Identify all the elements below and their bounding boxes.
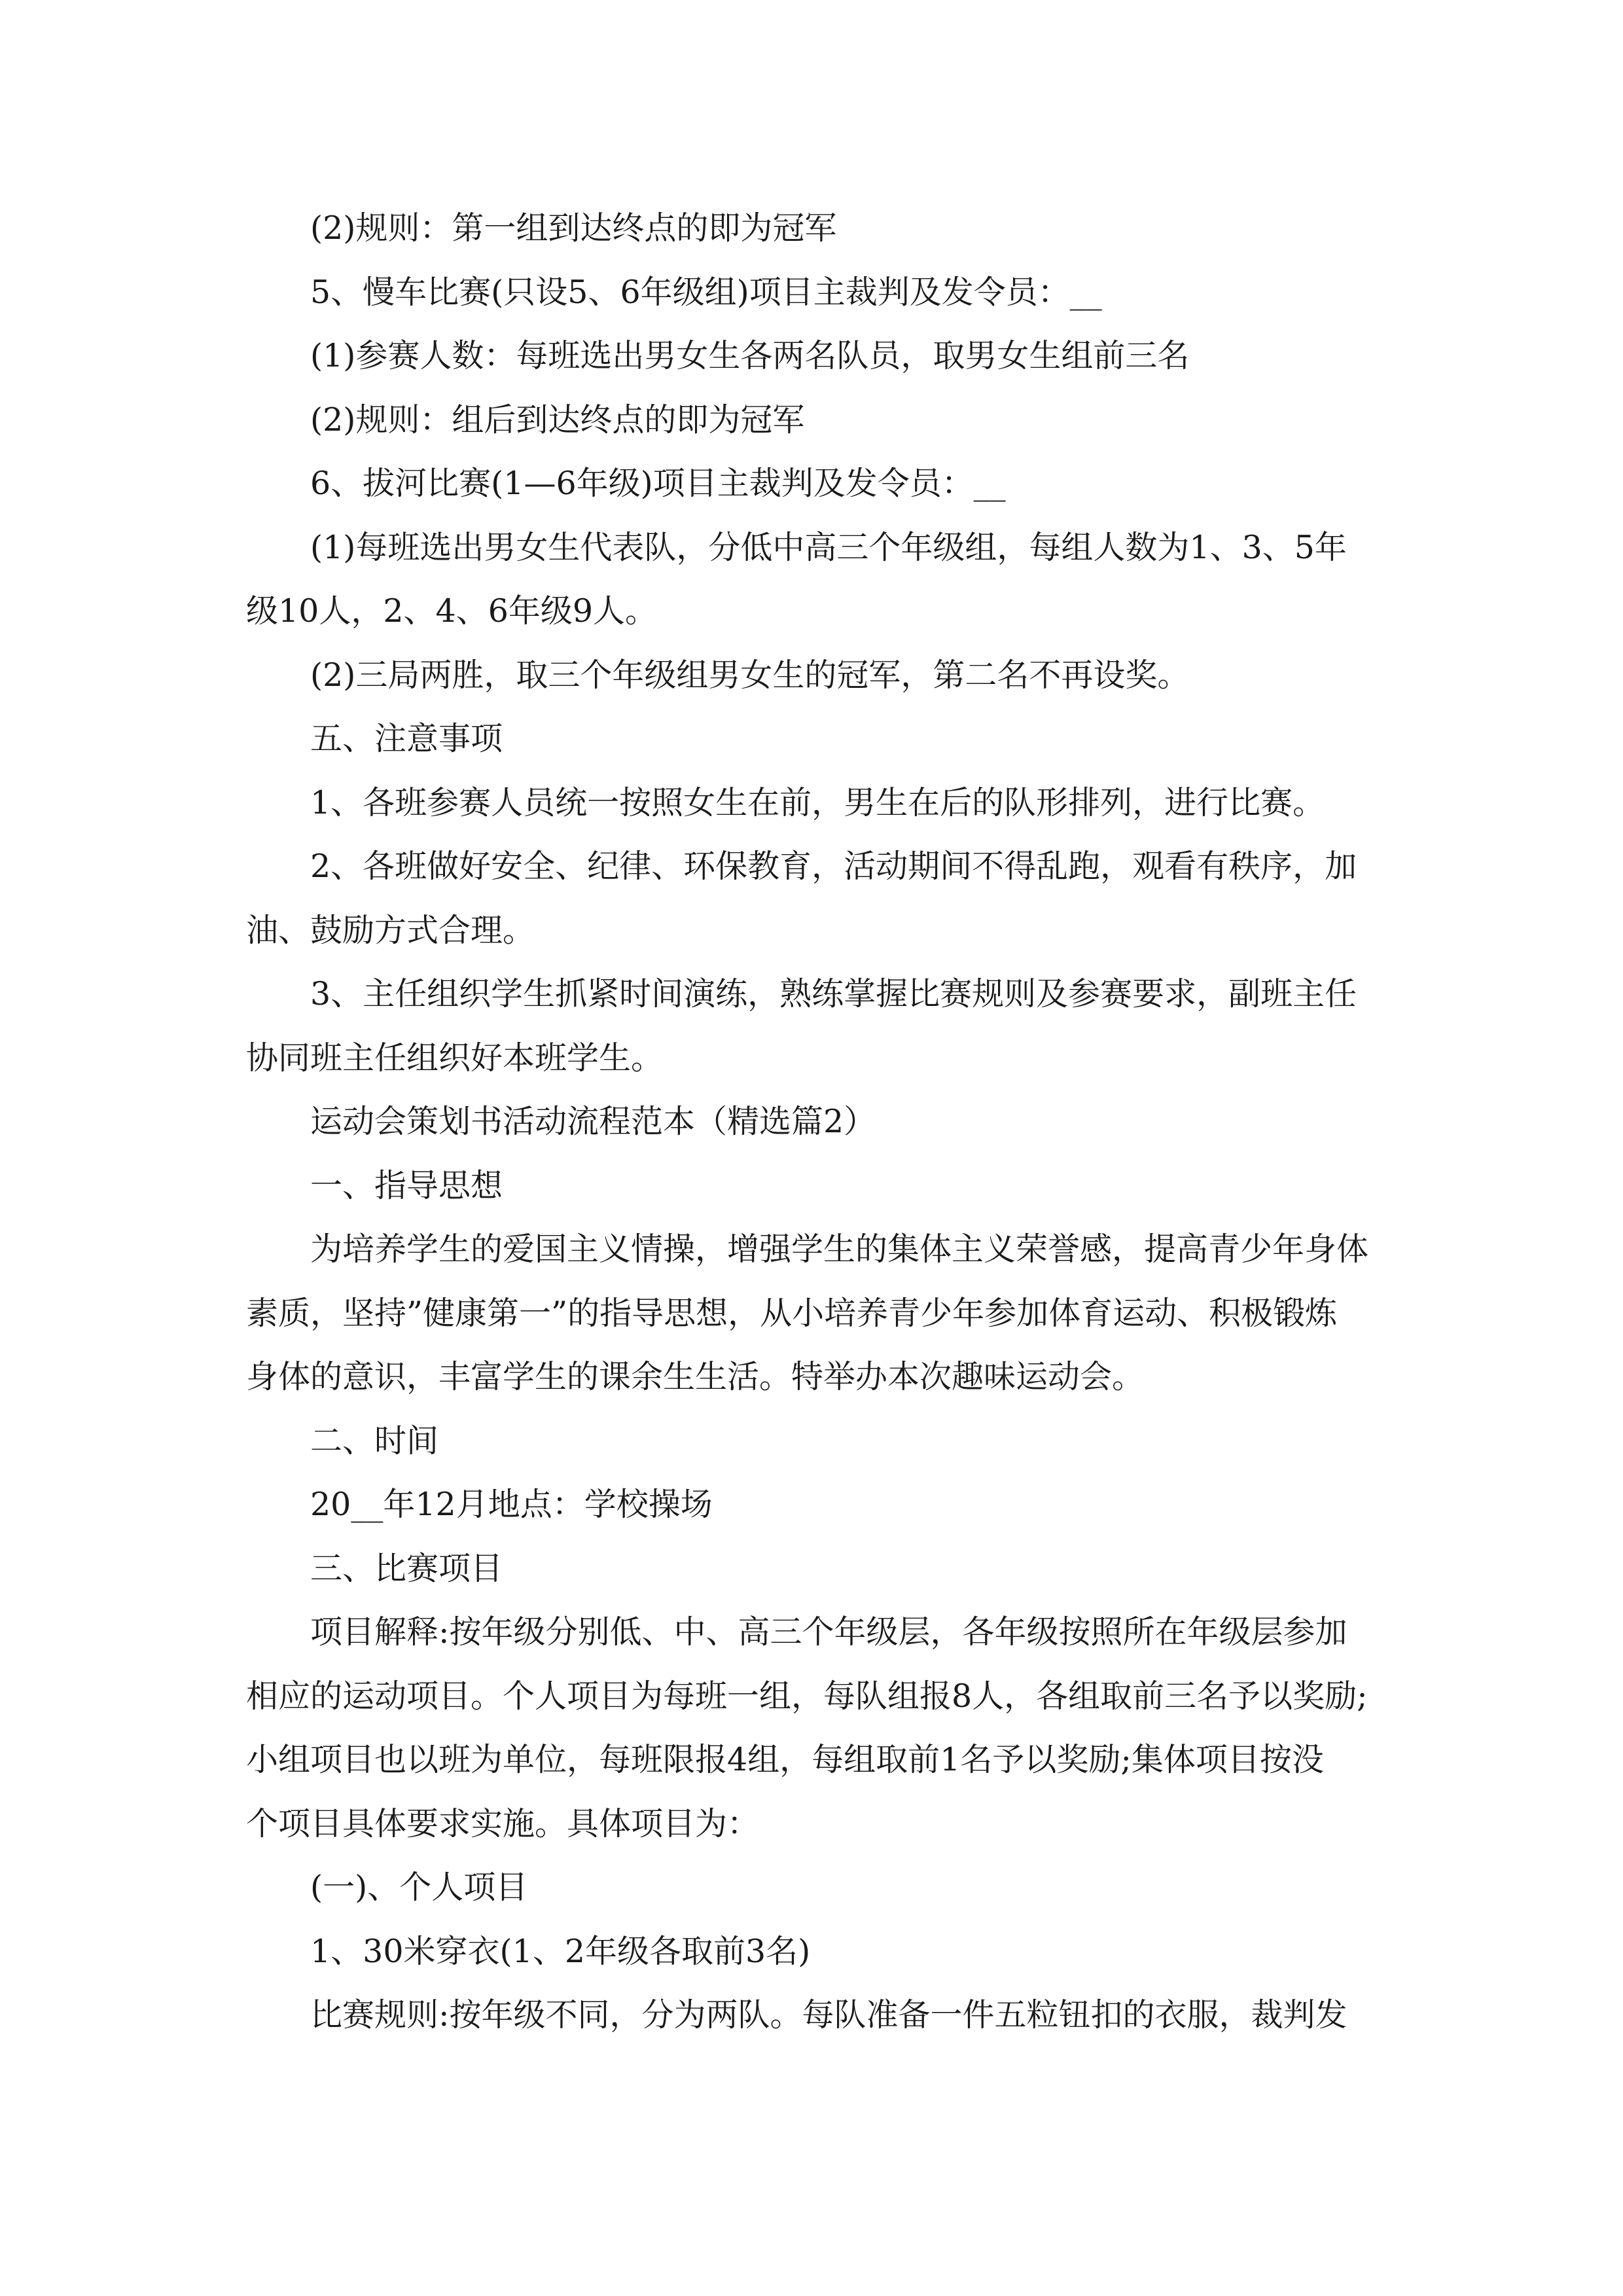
section-heading: 一、指导思想 bbox=[310, 1166, 503, 1204]
section-heading: 三、比赛项目 bbox=[310, 1549, 503, 1587]
text-line: 素质，坚持”健康第一”的指导思想，从小培养青少年参加体育运动、积极锻炼 bbox=[246, 1294, 1338, 1332]
text-line: 5、慢车比赛(只设5、6年级组)项目主裁判及发令员：__ bbox=[310, 273, 1102, 311]
text-line: (2)三局两胜，取三个年级组男女生的冠军，第二名不再设奖。 bbox=[310, 656, 1190, 694]
text-line: (1)参赛人数：每班选出男女生各两名队员，取男女生组前三名 bbox=[310, 337, 1190, 374]
text-line: 项目解释:按年级分别低、中、高三个年级层，各年级按照所在年级层参加 bbox=[310, 1613, 1347, 1651]
text-line: 20__年12月地点：学校操场 bbox=[310, 1486, 713, 1523]
text-line: 6、拔河比赛(1—6年级)项目主裁判及发令员：__ bbox=[310, 465, 1006, 502]
article-title: 运动会策划书活动流程范本（精选篇2） bbox=[310, 1103, 876, 1140]
text-line: 1、各班参赛人员统一按照女生在前，男生在后的队形排列，进行比赛。 bbox=[310, 783, 1325, 821]
text-line: 相应的运动项目。个人项目为每班一组，每队组报8人，各组取前三名予以奖励; bbox=[246, 1677, 1368, 1715]
text-line: (2)规则：组后到达终点的即为冠军 bbox=[310, 401, 805, 439]
text-line: (1)每班选出男女生代表队，分低中高三个年级组，每组人数为1、3、5年 bbox=[310, 528, 1347, 566]
document-body bbox=[246, 196, 1378, 2047]
text-line: 3、主任组织学生抓紧时间演练，熟练掌握比赛规则及参赛要求，副班主任 bbox=[310, 975, 1357, 1013]
text-line: 油、鼓励方式合理。 bbox=[246, 911, 535, 949]
text-line: 级10人，2、4、6年级9人。 bbox=[246, 592, 658, 630]
text-line: 身体的意识，丰富学生的课余生生活。特举办本次趣味运动会。 bbox=[246, 1358, 1145, 1395]
section-heading: (一)、个人项目 bbox=[310, 1869, 528, 1906]
text-line: 小组项目也以班为单位，每班限报4组，每组取前1名予以奖励;集体项目按没 bbox=[246, 1741, 1324, 1778]
section-heading: 二、时间 bbox=[310, 1422, 439, 1460]
text-line: 1、30米穿衣(1、2年级各取前3名) bbox=[310, 1932, 811, 1970]
text-line: 比赛规则:按年级不同，分为两队。每队准备一件五粒钮扣的衣服，裁判发 bbox=[310, 1996, 1347, 2034]
text-line: 2、各班做好安全、纪律、环保教育，活动期间不得乱跑，观看有秩序，加 bbox=[310, 848, 1357, 885]
section-heading: 五、注意事项 bbox=[310, 720, 503, 757]
text-line: 为培养学生的爱国主义情操，增强学生的集体主义荣誉感，提高青少年身体 bbox=[310, 1230, 1369, 1268]
text-line: 个项目具体要求实施。具体项目为： bbox=[246, 1804, 760, 1842]
text-line: 协同班主任组织好本班学生。 bbox=[246, 1039, 664, 1077]
text-line: (2)规则：第一组到达终点的即为冠军 bbox=[310, 209, 837, 247]
